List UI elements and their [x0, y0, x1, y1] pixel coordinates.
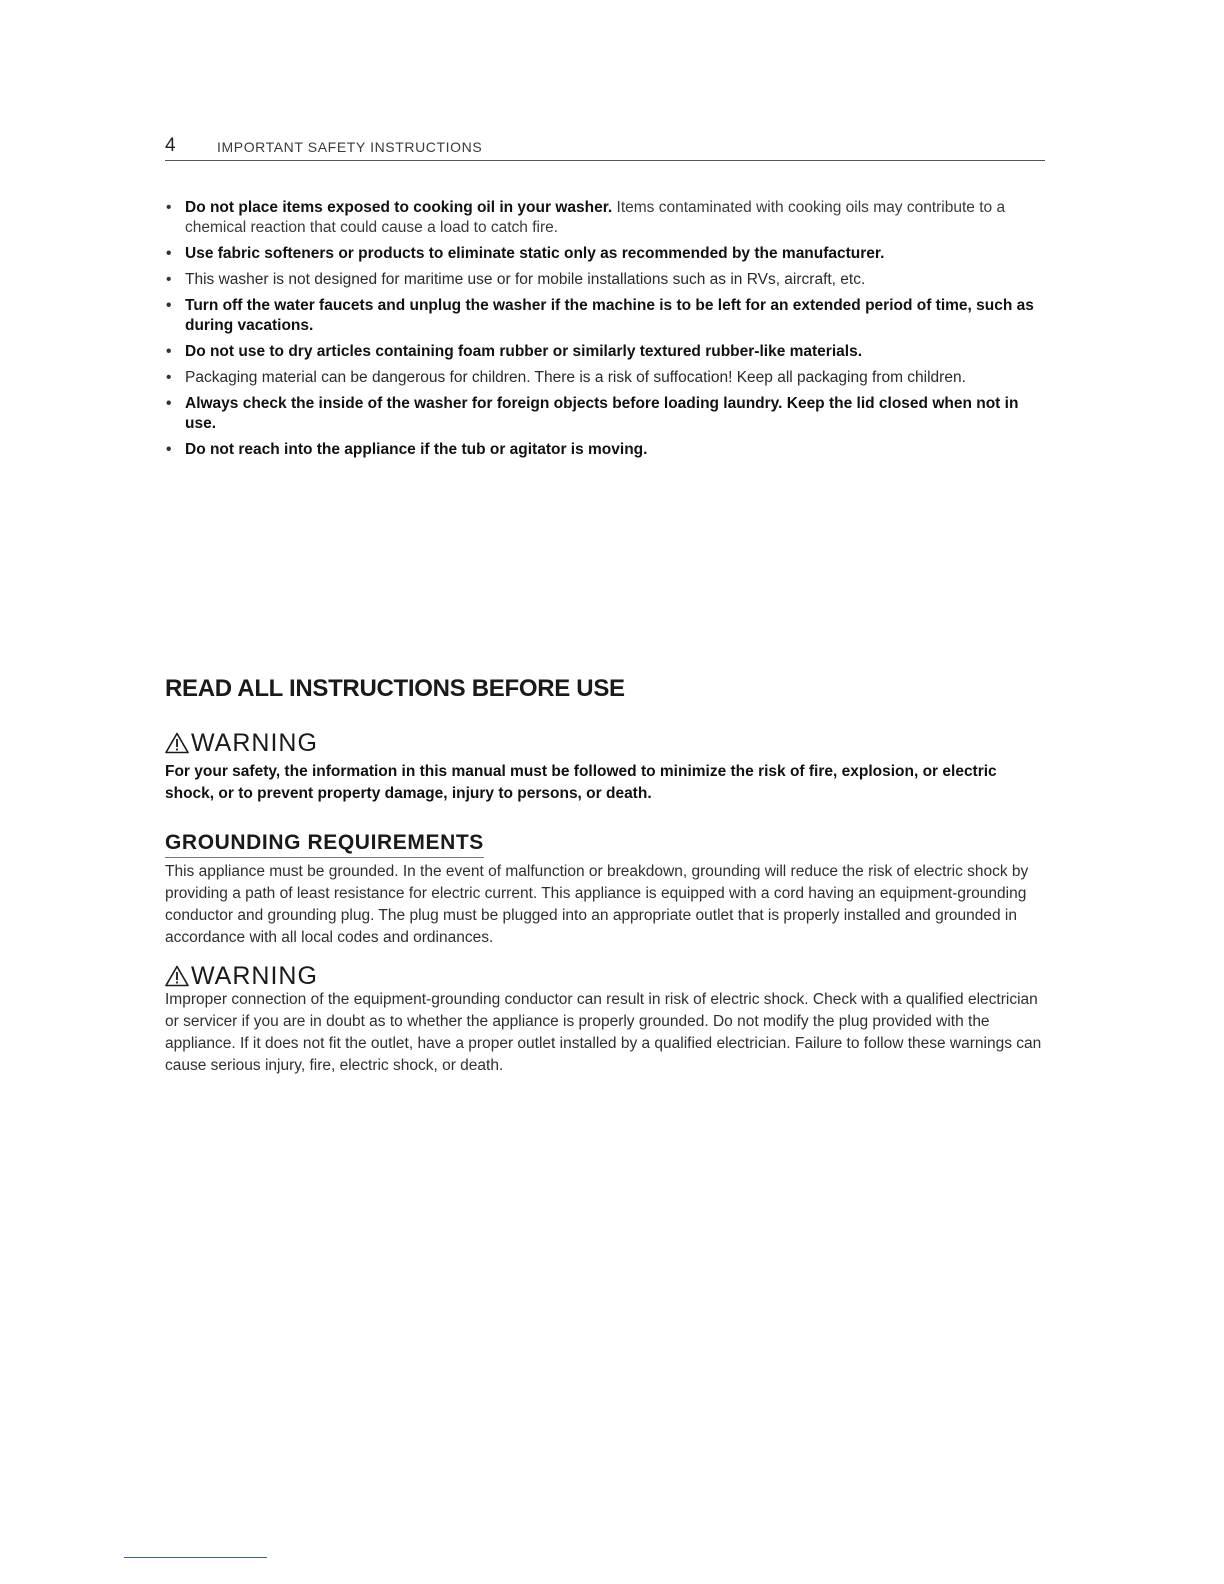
safety-bullet-list — [165, 198, 1045, 466]
page-number: 4 — [165, 135, 176, 156]
warning-heading-grounding — [165, 961, 318, 991]
header-title: IMPORTANT SAFETY INSTRUCTIONS — [217, 139, 483, 155]
bullet-item-do-not-reach: • Do not reach into the appliance if the tub or agitator is moving. — [165, 440, 1045, 460]
bullet-item-foam-rubber: • Do not use to dry articles containing foam rubber or similarly textured rubber-like materials. — [165, 342, 1045, 362]
warning-heading — [165, 728, 318, 758]
bullet-item-water-faucets: • Turn off the water faucets and unplug the washer if the machine is to be left for an extended period of time, such as during vacations. — [165, 296, 1045, 336]
bullet-item-cooking-oil — [165, 198, 1045, 238]
bullet-item-packaging: • Packaging material can be dangerous for children. There is a risk of suffocation! Keep all packaging from children. — [165, 368, 1045, 388]
footer-rule — [124, 1557, 267, 1558]
bullet-lead-text: Do not place items exposed to cooking oil in your washer. — [185, 199, 613, 216]
read-all-instructions-heading: READ ALL INSTRUCTIONS BEFORE USE — [165, 675, 625, 702]
warning-label: WARNING — [191, 729, 318, 757]
grounding-requirements-text: This appliance must be grounded. In the event of malfunction or breakdown, grounding will reduce the risk of electric shock by providing a path of least resistance for electric current. This appliance is equipped with a cord having an equipment-grounding conductor and grounding plug. The plug must be plugged into an appropriate outlet that is properly installed and grounded in accordance with all local codes and ordinances. — [165, 863, 1029, 946]
bullet-rest-text: Items contaminated with cooking oils may contribute to a chemical reaction that could cause a load to catch fire. — [185, 199, 1006, 236]
warning-text: For your safety, the information in this manual must be followed to minimize the risk of fire, explosion, or electric shock, or to prevent property damage, injury to persons, or death. — [165, 763, 997, 802]
warning-triangle-icon — [165, 732, 189, 754]
bullet-item-fabric-softeners: • Use fabric softeners or products to eliminate static only as recommended by the manufacturer. — [165, 244, 1045, 264]
warning-triangle-icon — [165, 965, 189, 987]
bullet-item-maritime-use: • This washer is not designed for maritime use or for mobile installations such as in RVs, aircraft, etc. — [165, 270, 1045, 290]
grounding-requirements-heading: GROUNDING REQUIREMENTS — [165, 830, 484, 858]
warning-label: WARNING — [191, 962, 318, 990]
bullet-item-foreign-objects: • Always check the inside of the washer for foreign objects before loading laundry. Keep the lid closed when not in use. — [165, 394, 1045, 434]
page-header — [165, 136, 1045, 161]
warning-text-grounding: Improper connection of the equipment-grounding conductor can result in risk of electric shock. Check with a qualified electrician or servicer if you are in doubt as to whether the appliance is properly grounded. Do not modify the plug provided with the appliance. If it does not fit the outlet, have a proper outlet installed by a qualified electrician. Failure to follow these warnings can cause serious injury, fire, electric shock, or death. — [165, 991, 1042, 1074]
